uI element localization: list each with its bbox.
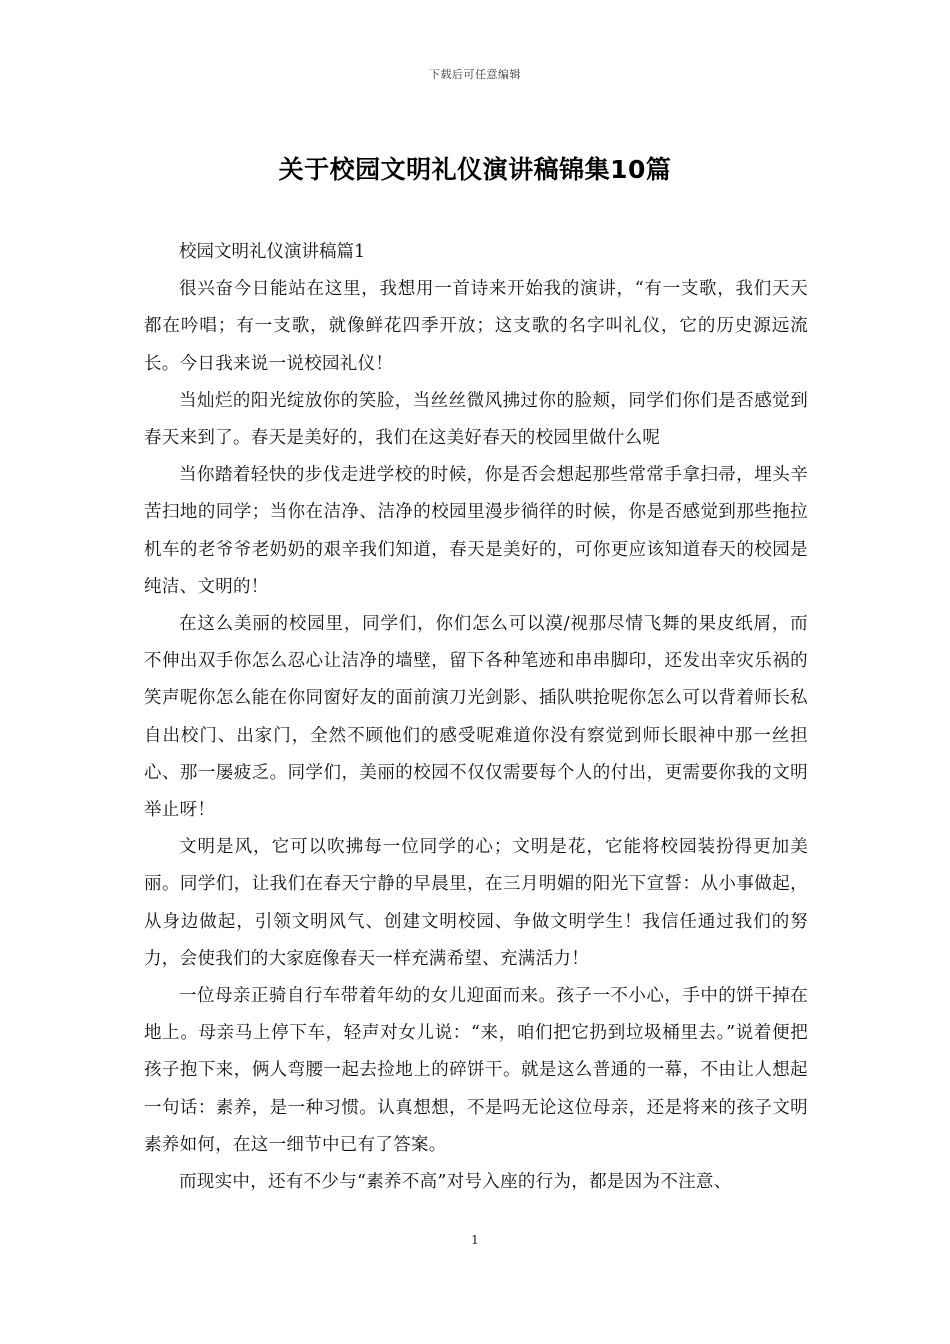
paragraph-1: 很兴奋今日能站在这里，我想用一首诗来开始我的演讲，“有一支歌，我们天天都在吟唱；有一支歌，就像鲜花四季开放；这支歌的名字叫礼仪，它的历史源远流长。今日我来说一说校园礼仪！ xyxy=(144,279,808,374)
document-title: 关于校园文明礼仪演讲稿锦集10篇 xyxy=(278,155,672,184)
paragraph-4: 在这么美丽的校园里，同学们，你们怎么可以漠/视那尽情飞舞的果皮纸屑，而不伸出双手你怎么忍心让洁净的墙壁，留下各种笔迹和串串脚印，还发出幸灾乐祸的笑声呢你怎么能在你同窗好友的面前演刀光剑影、插队哄抢呢你怎么可以背着师长私自出校门、出家门，全然不顾他们的感受呢难道你没有察觉到师长眼神中那一丝担心、那一屡疲乏。同学们，美丽的校园不仅仅需要每个人的付出，更需要你我的文明举止呀！ xyxy=(144,614,808,821)
paragraph-6: 一位母亲正骑自行车带着年幼的女儿迎面而来。孩子一不小心，手中的饼干掉在地上。母亲马上停下车，轻声对女儿说：“来，咱们把它扔到垃圾桶里去。”说着便把孩子抱下来，俩人弯腰一起去捡地上的碎饼干。就是这么普通的一幕，不由让人想起一句话：素养，是一种习惯。认真想想，不是吗无论这位母亲，还是将来的孩子文明素养如何，在这一细节中已有了答案。 xyxy=(144,986,808,1155)
paragraph-5: 文明是风，它可以吹拂每一位同学的心；文明是花，它能将校园装扮得更加美丽。同学们，让我们在春天宁静的早晨里，在三月明媚的阳光下宣誓：从小事做起，从身边做起，引领文明风气、创建文明校园、争做文明学生！我信任通过我们的努力，会使我们的大家庭像春天一样充满希望、充满活力！ xyxy=(144,837,808,969)
header-note: 下载后可任意编辑 xyxy=(429,68,521,81)
paragraph-3: 当你踏着轻快的步伐走进学校的时候，你是否会想起那些常常手拿扫帚，埋头辛苦扫地的同学；当你在洁净、洁净的校园里漫步徜徉的时候，你是否感觉到那些拖拉机车的老爷爷老奶奶的艰辛我们知道，春天是美好的，可你更应该知道春天的校园是纯洁、文明的！ xyxy=(144,465,808,597)
section-label: 校园文明礼仪演讲稿篇1 xyxy=(179,242,366,262)
paragraph-2: 当灿烂的阳光绽放你的笑脸，当丝丝微风拂过你的脸颊，同学们你们是否感觉到春天来到了。春天是美好的，我们在这美好春天的校园里做什么呢 xyxy=(144,390,808,449)
document-body xyxy=(144,234,808,1201)
page-number: 1 xyxy=(471,1233,479,1247)
paragraph-7: 而现实中，还有不少与“素养不高”对号入座的行为，都是因为不注意、 xyxy=(179,1172,732,1193)
